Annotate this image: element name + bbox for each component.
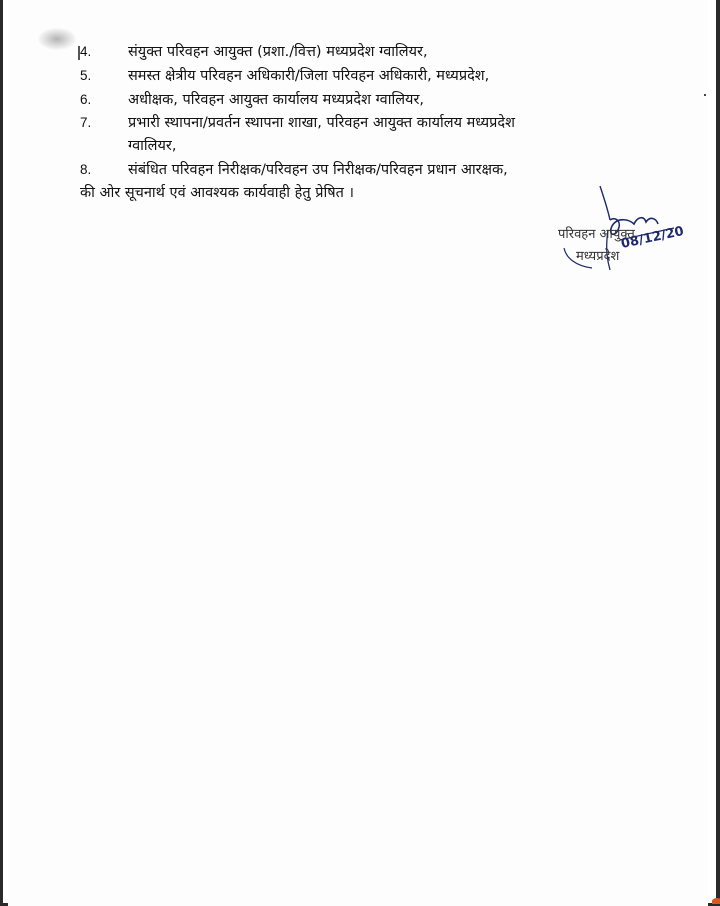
signatory-state: मध्यप्रदेश: [576, 249, 620, 264]
corner-mark: [712, 898, 720, 904]
item-continuation: ग्वालियर,: [128, 138, 177, 154]
item-text: संयुक्त परिवहन आयुक्त (प्रशा./वित्त) मध्यप्रदेश ग्वालियर,: [128, 44, 428, 60]
svg-text:08/12/20: 08/12/20: [619, 223, 686, 252]
ink-smudge: [38, 28, 76, 50]
closing-line: की ओर सूचनार्थ एवं आवश्यक कार्यवाही हेतु प्रेषित ।: [80, 185, 354, 201]
left-border: [0, 0, 3, 906]
item-text: अधीक्षक, परिवहन आयुक्त कार्यालय मध्यप्रदेश ग्वालियर,: [128, 92, 425, 108]
right-border: [716, 0, 720, 906]
ink-dot: [704, 94, 706, 96]
item-text: संबंधित परिवहन निरीक्षक/परिवहन उप निरीक्षक/परिवहन प्रधान आरक्षक,: [128, 162, 508, 178]
item-text: समस्त क्षेत्रीय परिवहन अधिकारी/जिला परिवहन अधिकारी, मध्यप्रदेश,: [128, 68, 490, 84]
item-number: 8.: [80, 162, 92, 177]
item-text: प्रभारी स्थापना/प्रवर्तन स्थापना शाखा, परिवहन आयुक्त कार्यालय मध्यप्रदेश: [128, 115, 515, 131]
document-page: [8, 0, 708, 906]
item-number: 7.: [80, 115, 92, 130]
item-number: 5.: [80, 68, 92, 83]
item-number: 6.: [80, 92, 92, 107]
item-number: 4.: [80, 44, 92, 59]
signature-block: [548, 186, 708, 276]
signatory-title: परिवहन आयुक्त: [558, 227, 635, 242]
